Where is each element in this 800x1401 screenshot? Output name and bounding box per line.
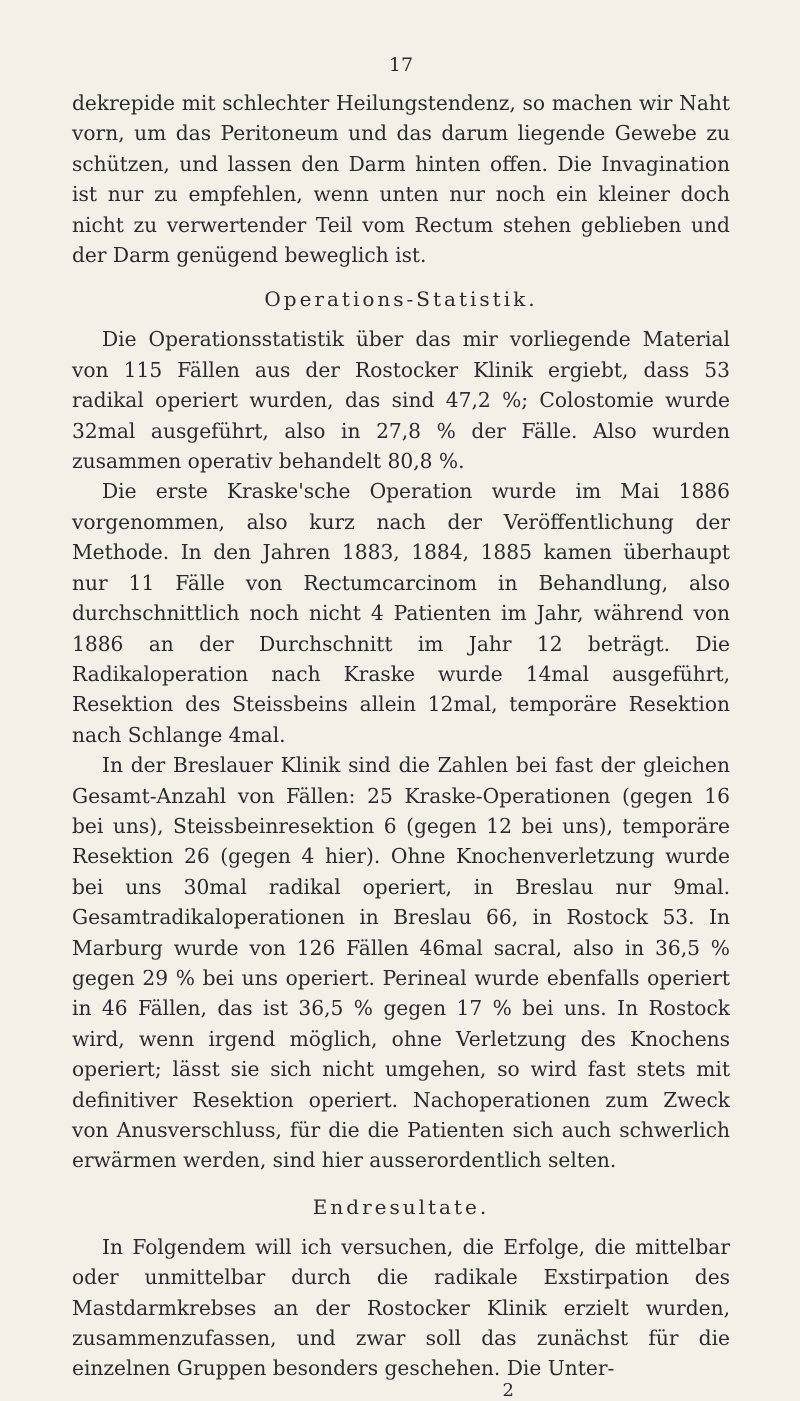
paragraph-breslau-comparison: In der Breslauer Klinik sind die Zahlen bei fast der gleichen Gesamt-Anzahl von Fällen: 25 Kraske-Operationen (gegen 16 bei uns), Steissbeinresektion 6 (gegen 12 bei uns), temporäre Resektion 26 (gegen 4 hier). Ohne Knochenverletzung wurde bei uns 30mal radikal operiert, in Breslau nur 9mal. Gesamtradikaloperationen in Breslau 66, in Rostock 53. In Marburg wurde von 126 Fällen 46mal sacral, also in 36,5 % gegen 29 % bei uns operiert. Perineal wurde ebenfalls operiert in 46 Fällen, das ist 36,5 % gegen 17 % bei uns. In Rostock wird, wenn irgend möglich, ohne Verletzung des Knochens operiert; lässt sie sich nicht umgehen, so wird fast stets mit definitiver Resektion operiert. Nachoperationen zum Zweck von Anusverschluss, für die die Patienten sich auch schwerlich erwärmen werden, sind hier ausserordentlich selten.: [72, 753, 730, 1173]
section-heading-endresultate: Endresultate.: [312, 1194, 490, 1219]
signature-mark: 2: [502, 1379, 514, 1401]
paragraph-continuation: dekrepide mit schlechter Heilungstendenz, so machen wir Naht vorn, um das Peritoneum und das darum liegende Gewebe zu schützen, und lassen den Darm hinten offen. Die Invagination ist nur zu empfehlen, wenn unten nur noch ein kleiner doch nicht zu verwertender Teil vom Rectum stehen geblieben und der Darm genügend beweglich ist.: [72, 91, 730, 268]
page-number: 17: [388, 54, 414, 76]
paragraph-endresultate-intro: In Folgendem will ich versuchen, die Erfolge, die mittelbar oder unmittelbar durch die radikale Exstirpation des Mastdarmkrebses an der Rostocker Klinik erzielt wurden, zusammenzufassen, und zwar soll das zunächst für die einzelnen Gruppen besonders geschehen. Die Unter-: [72, 1234, 730, 1381]
paragraph-kraske-operation: Die erste Kraske'sche Operation wurde im Mai 1886 vorgenommen, also kurz nach der Veröffentlichung der Methode. In den Jahren 1883, 1884, 1885 kamen überhaupt nur 11 Fälle von Rectumcarcinom in Behandlung, also durchschnittlich noch nicht 4 Patienten im Jahr, während von 1886 an der Durchschnitt im Jahr 12 beträgt. Die Radikaloperation nach Kraske wurde 14mal ausgeführt, Resektion des Steissbeins allein 12mal, temporäre Resektion nach Schlange 4mal.: [72, 479, 730, 747]
section-heading-operations-statistik: Operations-Statistik.: [264, 287, 538, 312]
paragraph-statistics-overview: Die Operationsstatistik über das mir vorliegende Material von 115 Fällen aus der Rostocker Klinik ergiebt, dass 53 radikal operiert wurden, das sind 47,2 %; Colostomie wurde 32mal ausgeführt, also in 27,8 % der Fälle. Also wurden zusammen operativ behandelt 80,8 %.: [72, 327, 730, 474]
